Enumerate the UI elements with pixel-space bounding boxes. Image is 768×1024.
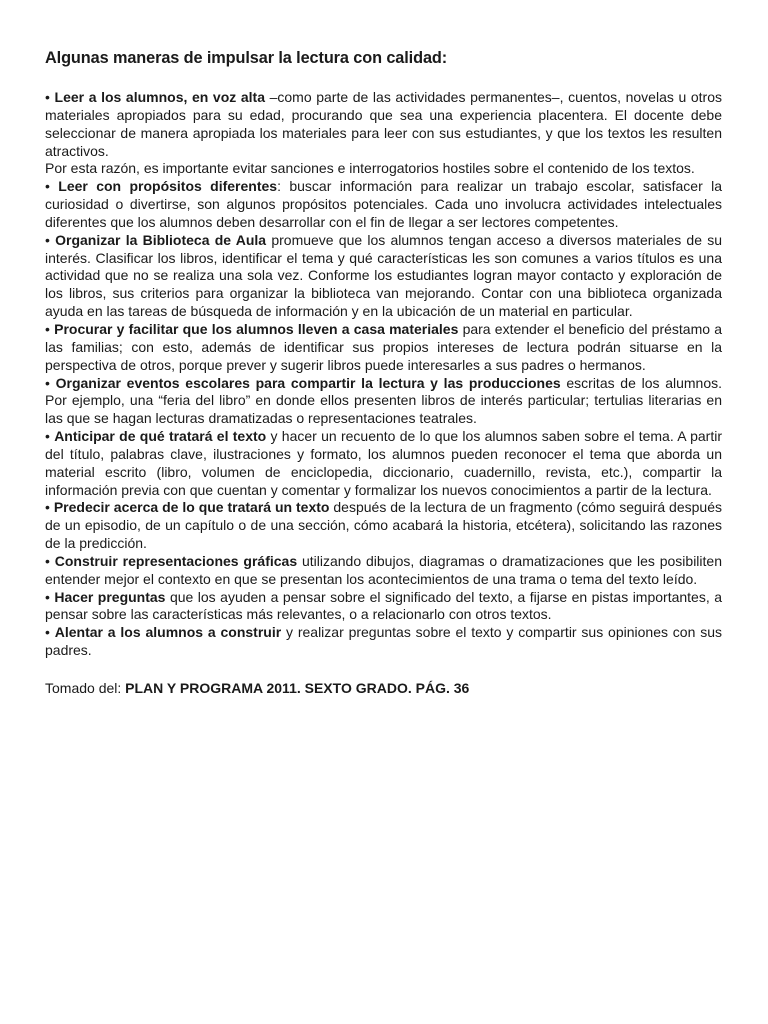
bullet: • [45,231,56,248]
paragraph-llevar-a-casa [45,321,722,375]
paragraph-text: escritas de los alumnos. Por ejemplo, una “feria del libro” en donde ellos presenten libros de interés particular; tertulias literarias en las que se hagan lecturas dramatizadas o representaciones teatrales. [45,374,723,427]
paragraph-text: después de la lectura de un fragmento (cómo seguirá después de un episodio, de un capítulo o de una sección, cómo acabará la historia, etcétera), solicitando las razones de la predicción. [45,499,722,552]
paragraph-heading: Leer con propósitos diferentes [58,178,278,195]
paragraph-por-esta-razon [45,160,722,178]
paragraph-text: y hacer un recuento de lo que los alumnos saben sobre el tema. A partir del título, palabras clave, ilustraciones y formato, los alumnos pueden reconocer el tema que aborda un material escrito (libro, volumen de enciclopedia, diccionario, cuadernillo, revista, etc.), compartir la información previa con que cuentan y comentar y formalizar los nuevos conocimientos a partir de la lectura. [45,428,722,498]
paragraph-heading: Organizar eventos escolares para compartir la lectura y las producciones [55,374,561,391]
paragraph-text: promueve que los alumnos tengan acceso a diversos materiales de su interés. Clasificar los libros, identificar el tema y qué características les son comunes a varios títulos es una actividad que no se realiza una sola vez. Conforme los estudiantes logran mayor contacto y exploración de los libros, sus criterios para organizar la biblioteca van mejorando. Contar con una biblioteca organizada ayuda en las tareas de búsqueda de información y en la ubicación de un material en particular. [45,231,722,320]
paragraph-text: Por esta razón, es importante evitar sanciones e interrogatorios hostiles sobre el contenido de los textos. [45,160,695,177]
bullet: • [45,552,55,569]
source-reference: PLAN Y PROGRAMA 2011. SEXTO GRADO. PÁG. 36 [125,680,470,696]
paragraph-heading: Anticipar de qué tratará el texto [54,428,267,445]
bullet: • [45,624,55,641]
paragraph-propositos-diferentes [45,178,722,232]
paragraph-anticipar [45,428,722,499]
document-page [45,46,722,697]
paragraph-text: para extender el beneficio del préstamo a las familias; con esto, además de identificar sus propios intereses de lectura podrán situarse en la perspectiva de otros, porque prever y sugerir libros puede interesarles a sus padres o hermanos. [45,320,722,373]
paragraph-text: utilizando dibujos, diagramas o dramatizaciones que les posibiliten entender mejor el contexto en que se presentan los acontecimientos de una trama o tema del texto leído. [45,552,722,587]
source-citation [45,679,722,697]
paragraph-heading: Procurar y facilitar que los alumnos lleven a casa materiales [54,320,459,337]
paragraph-representaciones-graficas [45,553,722,589]
bullet: • [45,178,59,195]
paragraph-heading: Hacer preguntas [54,588,166,605]
paragraph-text: y realizar preguntas sobre el texto y compartir sus opiniones con sus padres. [45,624,722,659]
paragraph-heading: Leer a los alumnos, en voz alta [54,89,265,105]
document-title: Algunas maneras de impulsar la lectura con calidad: [45,49,448,67]
paragraph-predecir [45,499,722,553]
paragraph-heading: Predecir acerca de lo que tratará un texto [53,499,330,516]
paragraph-heading: Construir representaciones gráficas [54,552,298,569]
source-prefix: Tomado del: [45,680,126,696]
paragraph-heading: Organizar la Biblioteca de Aula [55,231,267,248]
paragraph-biblioteca-de-aula [45,232,722,321]
paragraph-alentar [45,624,722,660]
document-body [45,89,722,660]
paragraph-text: : buscar información para realizar un trabajo escolar, satisfacer la curiosidad o divertirse, son algunos propósitos potenciales. Cada uno involucra actividades intelectuales diferentes que los alumnos deben desarrollar con el fin de llegar a ser lectores competentes. [45,178,723,230]
bullet: • [45,588,55,605]
paragraph-leer-en-voz-alta [45,89,722,160]
bullet: • [45,499,54,516]
paragraph-text: que los ayuden a pensar sobre el significado del texto, a fijarse en pistas importantes, a pensar sobre las características más relevantes, o a relacionarlo con otros textos. [45,588,722,623]
bullet: • [45,428,55,445]
paragraph-hacer-preguntas [45,589,722,625]
bullet: • [45,89,55,105]
bullet: • [45,320,55,337]
paragraph-text: –como parte de las actividades permanentes–, cuentos, novelas u otros materiales apropiados para su edad, procurando que sea una experiencia placentera. El docente debe seleccionar de manera apropiada los materiales para leer con sus estudiantes, y que los textos les resulten atractivos. [45,89,722,159]
bullet: • [45,374,56,391]
paragraph-eventos-escolares [45,375,722,429]
paragraph-heading: Alentar a los alumnos a construir [54,624,282,641]
